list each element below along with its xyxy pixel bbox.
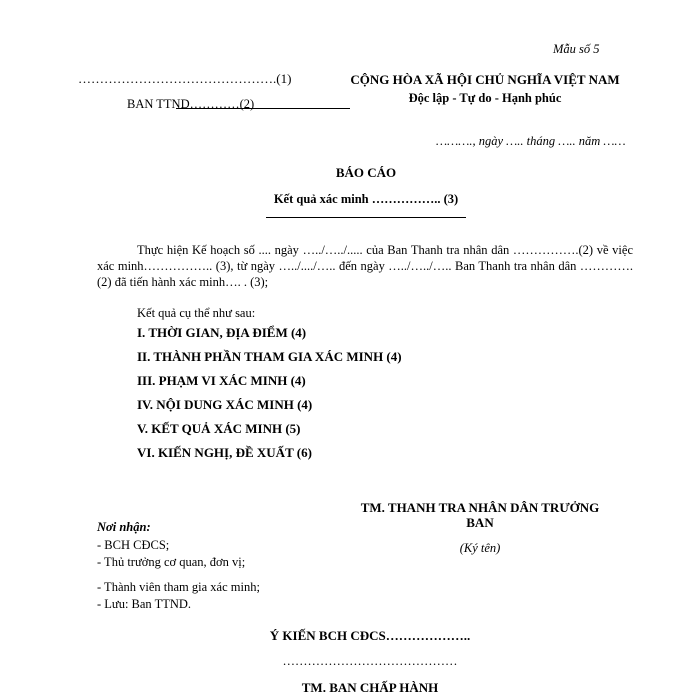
- executive-committee: TM. BAN CHẤP HÀNH: [301, 680, 439, 695]
- recipient-item: - Thủ trưởng cơ quan, đơn vị;: [97, 555, 246, 569]
- section-heading: I. THỜI GIAN, ĐỊA ĐIỂM (4): [137, 325, 307, 340]
- recipient-item: - BCH CĐCS;: [97, 537, 170, 552]
- national-motto: Độc lập - Tự do - Hạnh phúc: [408, 91, 562, 105]
- opinion-dots: ……………………………………: [282, 654, 458, 668]
- bch-opinion: Ý KIẾN BCH CĐCS………………..: [269, 628, 471, 643]
- signature-title-cont: BAN: [466, 515, 494, 530]
- results-intro: Kết quả cụ thể như sau:: [137, 306, 256, 320]
- section-heading: V. KẾT QUẢ XÁC MINH (5): [137, 421, 301, 436]
- section-heading: IV. NỘI DUNG XÁC MINH (4): [137, 397, 313, 412]
- section-heading: II. THÀNH PHẦN THAM GIA XÁC MINH (4): [137, 349, 402, 364]
- organization-line: ……………………………………….(1): [78, 71, 292, 86]
- recipients-heading: Nơi nhận:: [97, 520, 151, 534]
- signature-title: TM. THANH TRA NHÂN DÂN TRƯỞNG: [360, 500, 600, 515]
- title-underline: [266, 217, 466, 218]
- ban-ttnd-line: BAN TTND…………(2): [127, 97, 255, 111]
- date-line: ………., ngày ….. tháng ….. năm ……: [436, 134, 626, 148]
- recipients-block: [97, 519, 260, 614]
- intro-paragraph-text: Thực hiện Kế hoạch số .... ngày …../…../..... của Ban Thanh tra nhân dân …………….(2) về việc xác minh…………….. (3), từ ngày …../..../….. đến ngày …../…../….. Ban Thanh tra nhân dân …………. (2) đã tiến hành xác minh…. . (3);: [97, 243, 633, 289]
- section-list: [137, 324, 402, 468]
- nation-title: CỘNG HÒA XÃ HỘI CHỦ NGHĨA VIỆT NAM: [350, 72, 620, 87]
- recipient-item: - Thành viên tham gia xác minh;: [97, 579, 260, 594]
- form-number: Mẫu số 5: [553, 42, 600, 56]
- intro-paragraph: [97, 242, 633, 290]
- recipient-item: - Lưu: Ban TTND.: [97, 597, 192, 611]
- ban-underline: [176, 108, 350, 109]
- report-title: BÁO CÁO: [335, 165, 397, 180]
- sign-note: (Ký tên): [459, 541, 501, 555]
- section-heading: III. PHẠM VI XÁC MINH (4): [137, 373, 306, 388]
- report-subtitle: Kết quả xác minh …………….. (3): [273, 192, 459, 206]
- section-heading: VI. KIẾN NGHỊ, ĐỀ XUẤT (6): [137, 445, 312, 460]
